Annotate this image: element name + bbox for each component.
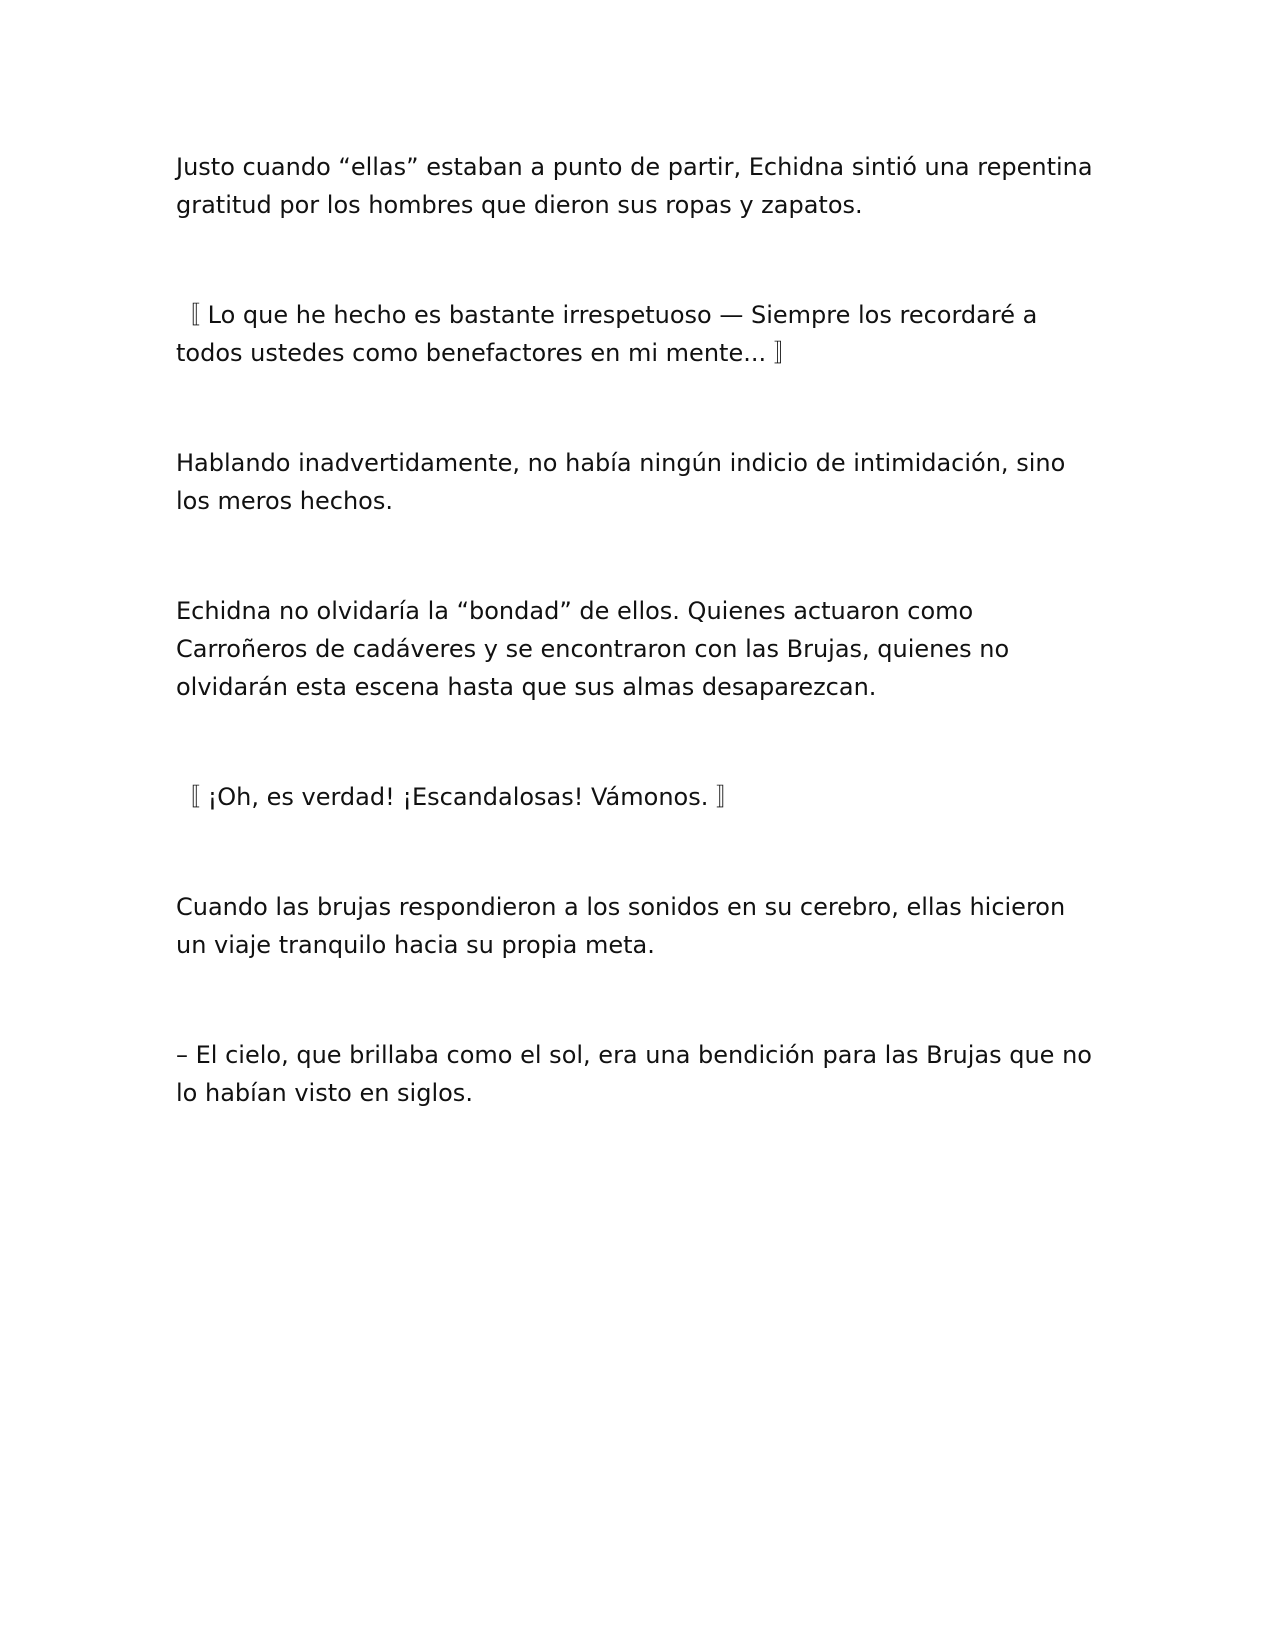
paragraph-1: Justo cuando “ellas” estaban a punto de partir, Echidna sintió una repentina gratitud por los hombres que dieron sus ropas y zapatos.	[176, 153, 1093, 219]
paragraph-4: Echidna no olvidaría la “bondad” de ellos. Quienes actuaron como Carroñeros de cadáveres y se encontraron con las Brujas, quienes no olvidarán esta escena hasta que sus almas desaparezcan.	[176, 597, 1010, 701]
paragraph-5-dialogue: 〚 ¡Oh, es verdad! ¡Escandalosas! Vámonos. 〛	[176, 783, 740, 811]
document-body	[176, 148, 1096, 1184]
paragraph-2-dialogue: 〚 Lo que he hecho es bastante irrespetuoso — Siempre los recordaré a todos ustedes como benefactores en mi mente... 〛	[176, 301, 1038, 367]
paragraph-3: Hablando inadvertidamente, no había ningún indicio de intimidación, sino los meros hechos.	[176, 449, 1066, 515]
paragraph-6: Cuando las brujas respondieron a los sonidos en su cerebro, ellas hicieron un viaje tranquilo hacia su propia meta.	[176, 893, 1066, 959]
paragraph-7: – El cielo, que brillaba como el sol, era una bendición para las Brujas que no lo habían visto en siglos.	[176, 1041, 1092, 1107]
